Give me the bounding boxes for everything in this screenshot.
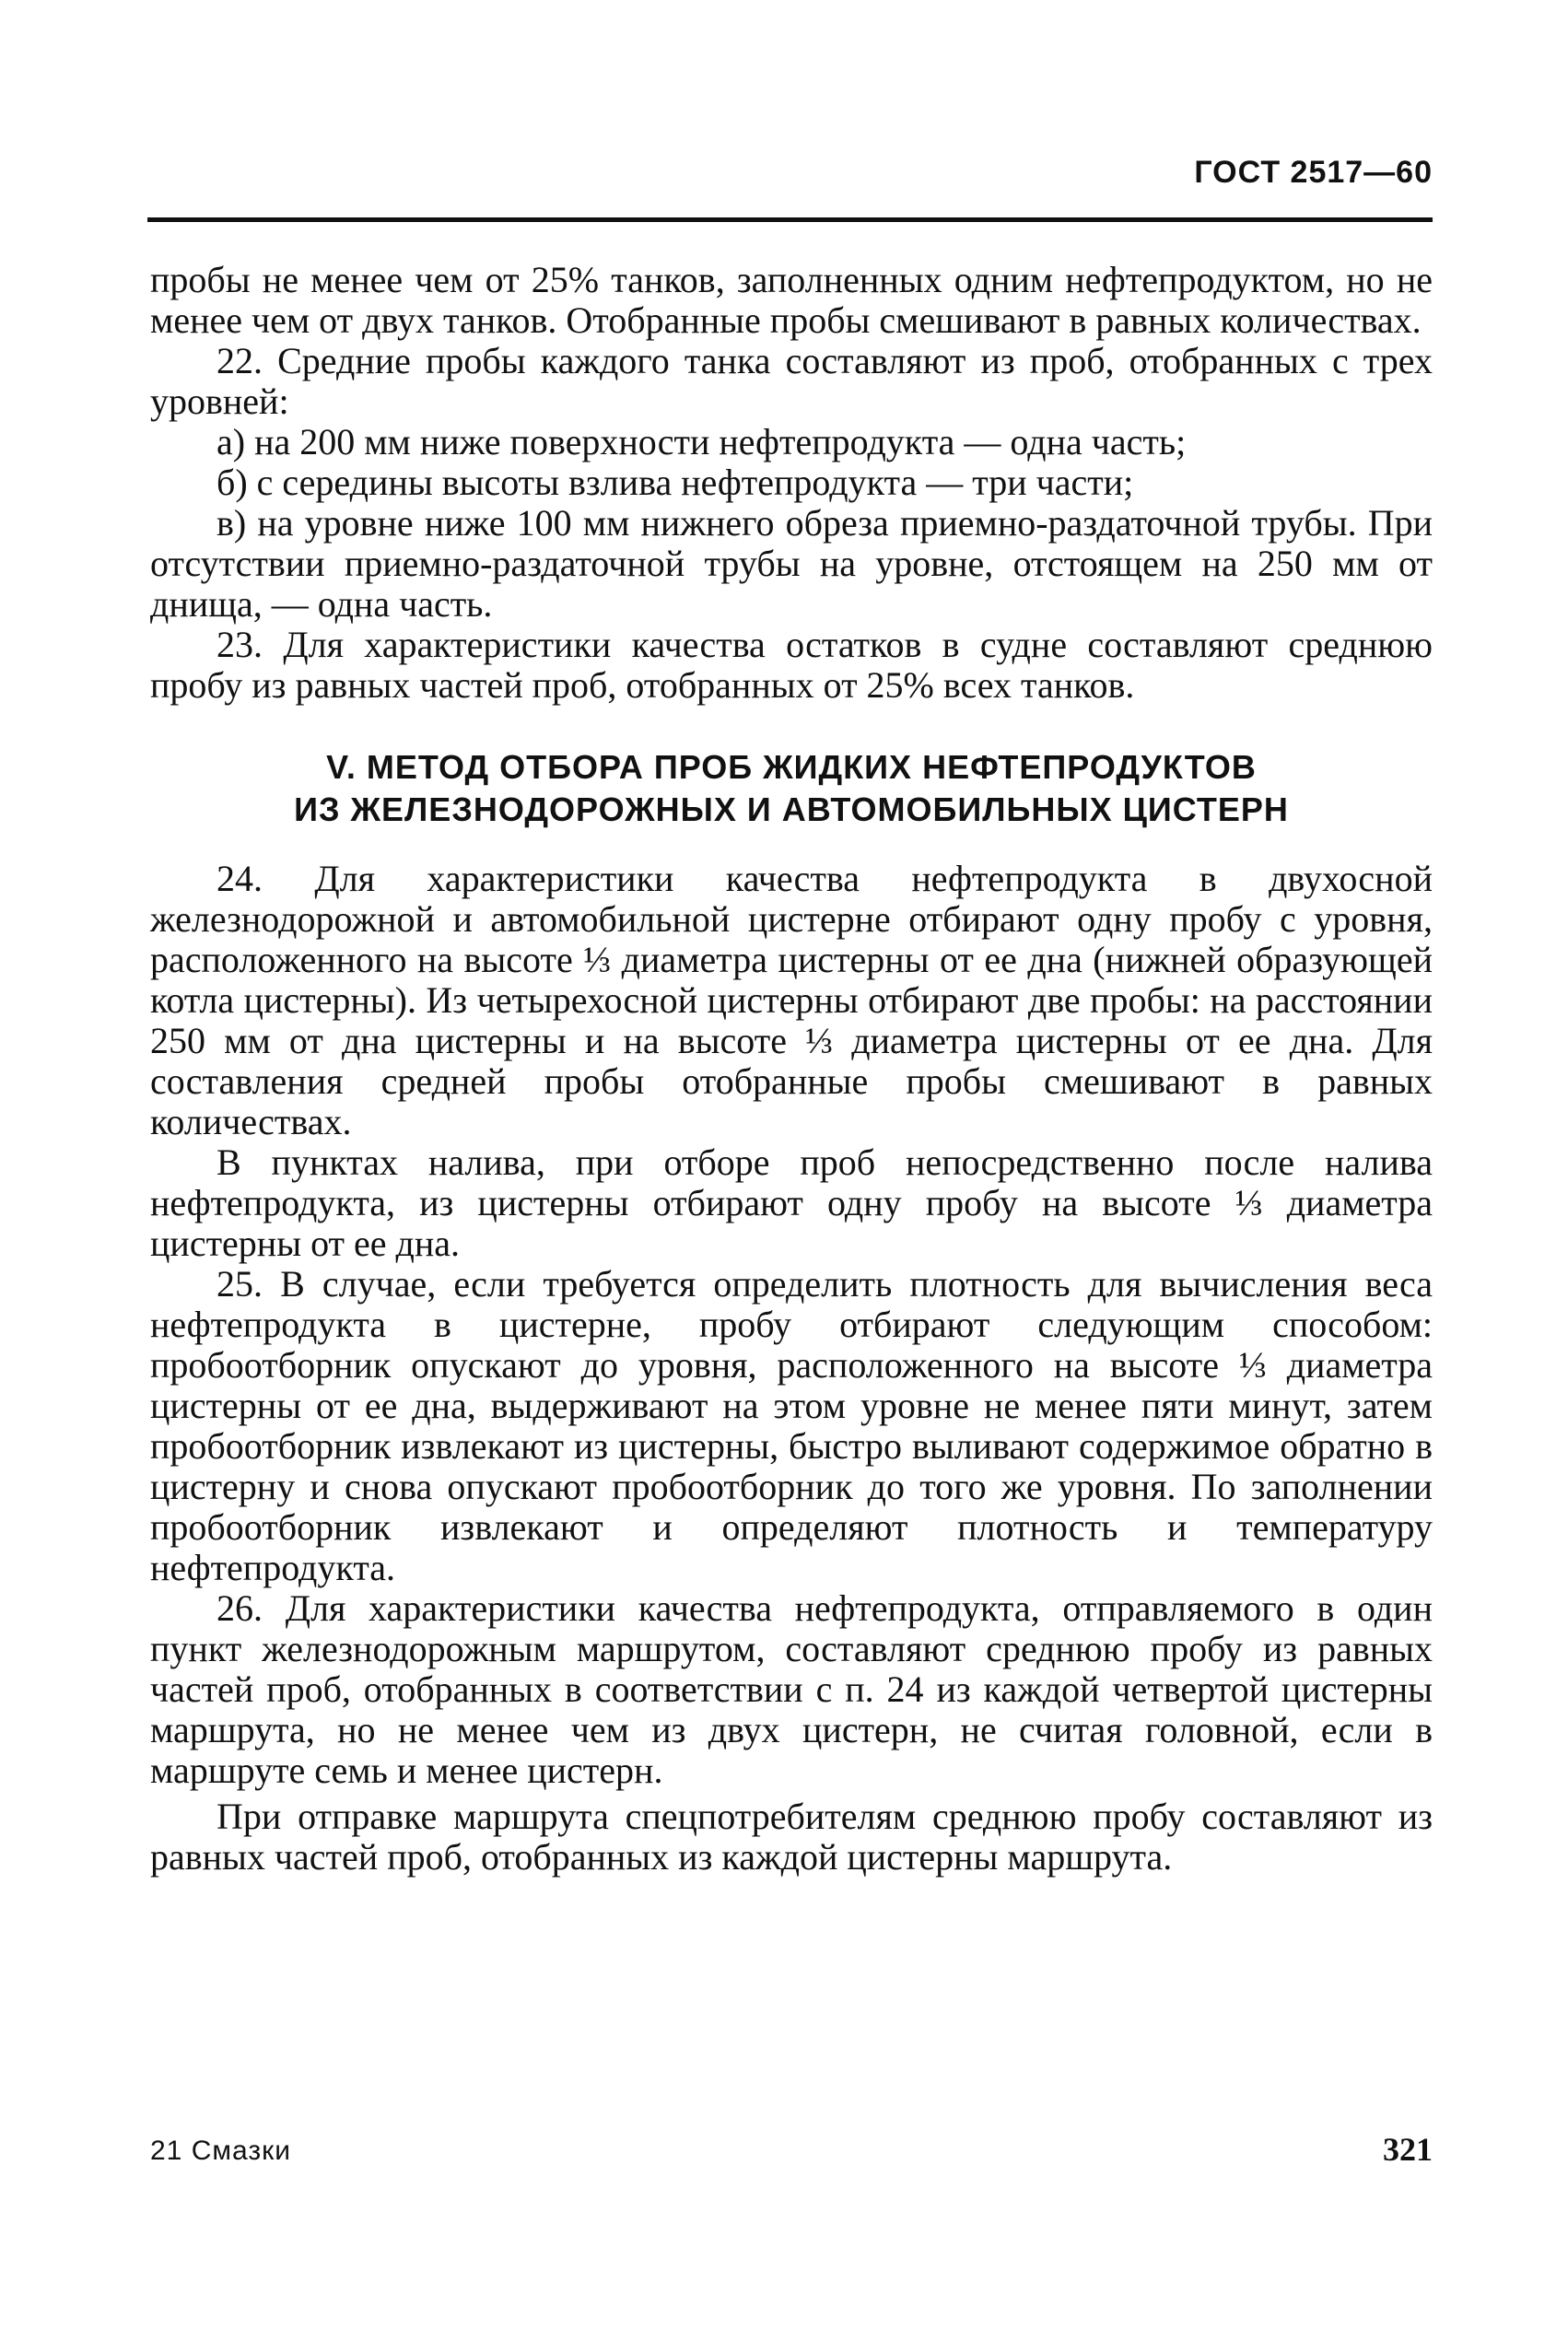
- page-number: 321: [1383, 2131, 1433, 2168]
- document-body: [150, 260, 1433, 1878]
- header-rule: [147, 217, 1433, 222]
- section-heading: [150, 746, 1433, 831]
- paragraph-23: 23. Для характеристики качества остатков в судне составляют среднюю пробу из равных частей проб, отобранных от 25% всех танков.: [150, 624, 1433, 706]
- paragraph-25: 25. В случае, если требуется определить плотность для вычисления веса нефтепродукта в цистерне, пробу отбирают следующим способом: пробоотборник опускают до уровня, расположенного на высоте ⅓ диаметра цистерны от ее дна, выдерживают на этом уровне не менее пяти минут, затем пробоотборник извлекают из цистерны, быстро выливают содержимое обратно в цистерну и снова опускают пробоотборник до того же уровня. По заполнении пробоотборник извлекают и определяют плотность и температуру нефтепродукта.: [150, 1263, 1433, 1588]
- paragraph-24: 24. Для характеристики качества нефтепродукта в двухосной железнодорожной и автомобильной цистерне отбирают одну пробу с уровня, расположенного на высоте ⅓ диаметра цистерны от ее дна (нижней образующей котла цистерны). Из четырехосной цистерны отбирают две пробы: на расстоянии 250 мм от дна цистерны и на высоте ⅓ диаметра цистерны от ее дна. Для составления средней пробы отобранные пробы смешивают в равных количествах.: [150, 858, 1433, 1142]
- paragraph-22: 22. Средние пробы каждого танка составляют из проб, отобранных с трех уровней:: [150, 340, 1433, 422]
- paragraph-26: 26. Для характеристики качества нефтепродукта, отправляемого в один пункт железнодорожным маршрутом, составляют среднюю пробу из равных частей проб, отобранных в соответствии с п. 24 из каждой четвертой цистерны маршрута, но не менее чем из двух цистерн, не считая головной, если в маршруте семь и менее цистерн.: [150, 1587, 1433, 1791]
- paragraph-26-special: При отправке маршрута спецпотребителям среднюю пробу составляют из равных частей проб, отобранных из каждой цистерны маршрута.: [150, 1796, 1433, 1878]
- list-item-b: б) с середины высоты взлива нефтепродукта — три части;: [216, 462, 1134, 503]
- list-item-a: а) на 200 мм ниже поверхности нефтепродукта — одна часть;: [216, 421, 1187, 462]
- list-item-v: в) на уровне ниже 100 мм нижнего обреза приемно-раздаточной трубы. При отсутствии приемно-раздаточной трубы на уровне, отстоящем на 250 мм от днища, — одна часть.: [150, 502, 1433, 625]
- footer-signature: 21 Смазки: [150, 2136, 291, 2166]
- section-heading-line-2: ИЗ ЖЕЛЕЗНОДОРОЖНЫХ И АВТОМОБИЛЬНЫХ ЦИСТЕРН: [294, 790, 1289, 828]
- section-heading-line-1: V. МЕТОД ОТБОРА ПРОБ ЖИДКИХ НЕФТЕПРОДУКТОВ: [326, 748, 1257, 786]
- paragraph-24-filling: В пунктах налива, при отборе проб непосредственно после налива нефтепродукта, из цистерны отбирают одну пробу на высоте ⅓ диаметра цистерны от ее дна.: [150, 1141, 1433, 1264]
- paragraph-continuation: пробы не менее чем от 25% танков, заполненных одним нефтепродуктом, но не менее чем от двух танков. Отобранные пробы смешивают в равных количествах.: [150, 259, 1433, 341]
- page-header-standard: ГОСТ 2517—60: [1194, 155, 1433, 190]
